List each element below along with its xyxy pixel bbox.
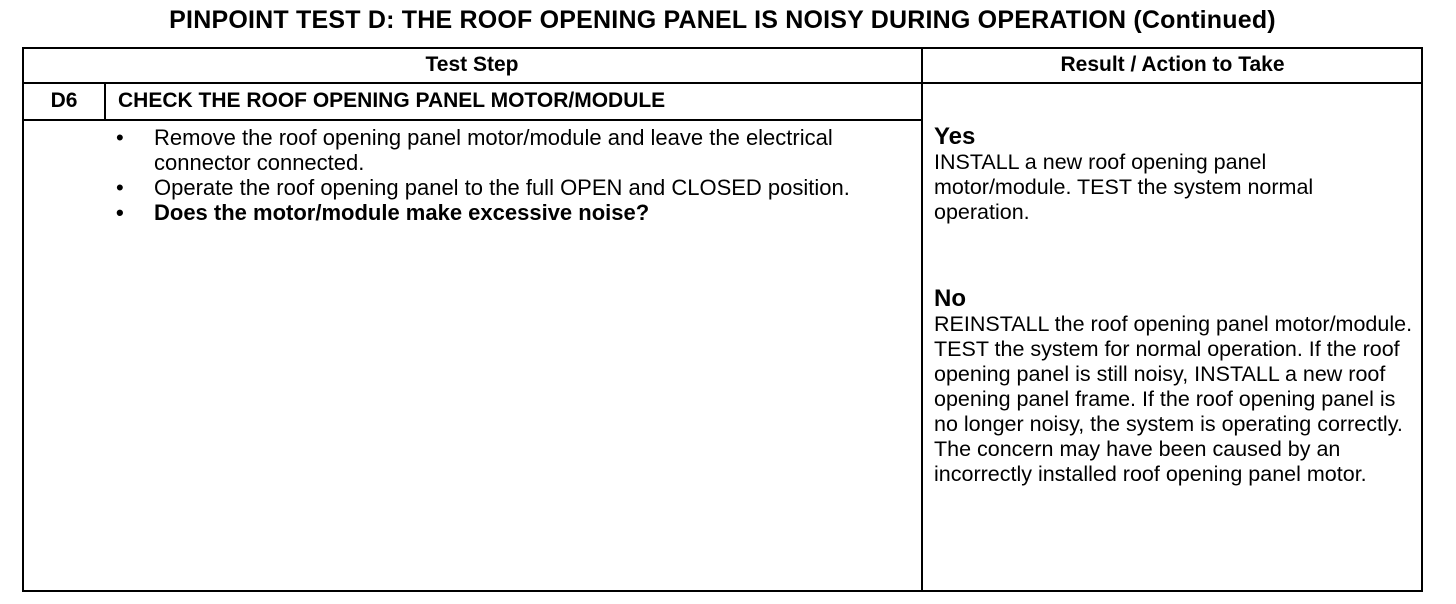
result-yes-text: INSTALL a new roof opening panel motor/module. TEST the system normal operation. <box>934 150 1314 224</box>
result-action-header: Result / Action to Take <box>1060 53 1285 76</box>
list-item: • Remove the roof opening panel motor/module and leave the electrical connector connected. <box>116 125 833 175</box>
step-id: D6 <box>50 89 78 112</box>
result-no-text: REINSTALL the roof opening panel motor/module. TEST the system for normal operation. If the roof opening panel is still noisy, INSTALL a new roof opening panel frame. If the roof opening panel is no longer noisy, the system is operating correctly. The concern may have been caused by an incorrectly installed roof opening panel motor. <box>934 312 1413 486</box>
header-divider <box>22 82 1423 84</box>
step-title-divider <box>22 119 922 121</box>
bullet-icon: • <box>116 125 124 150</box>
test-step-header: Test Step <box>425 53 519 76</box>
result-yes-label: Yes <box>934 123 976 150</box>
step-id-divider <box>104 83 106 120</box>
result-no-label: No <box>934 285 966 312</box>
page-title: PINPOINT TEST D: THE ROOF OPENING PANEL IS NOISY DURING OPERATION (Continued) <box>169 6 1276 34</box>
step-title: CHECK THE ROOF OPENING PANEL MOTOR/MODULE <box>118 89 666 112</box>
list-item: • Operate the roof opening panel to the full OPEN and CLOSED position. <box>116 175 850 200</box>
result-no <box>934 286 1420 487</box>
step-instructions <box>116 125 876 225</box>
bullet-icon: • <box>116 175 124 200</box>
list-item: • Does the motor/module make excessive noise? <box>116 200 650 225</box>
result-yes <box>934 124 1334 225</box>
bullet-icon: • <box>116 200 124 225</box>
column-divider <box>921 47 923 592</box>
